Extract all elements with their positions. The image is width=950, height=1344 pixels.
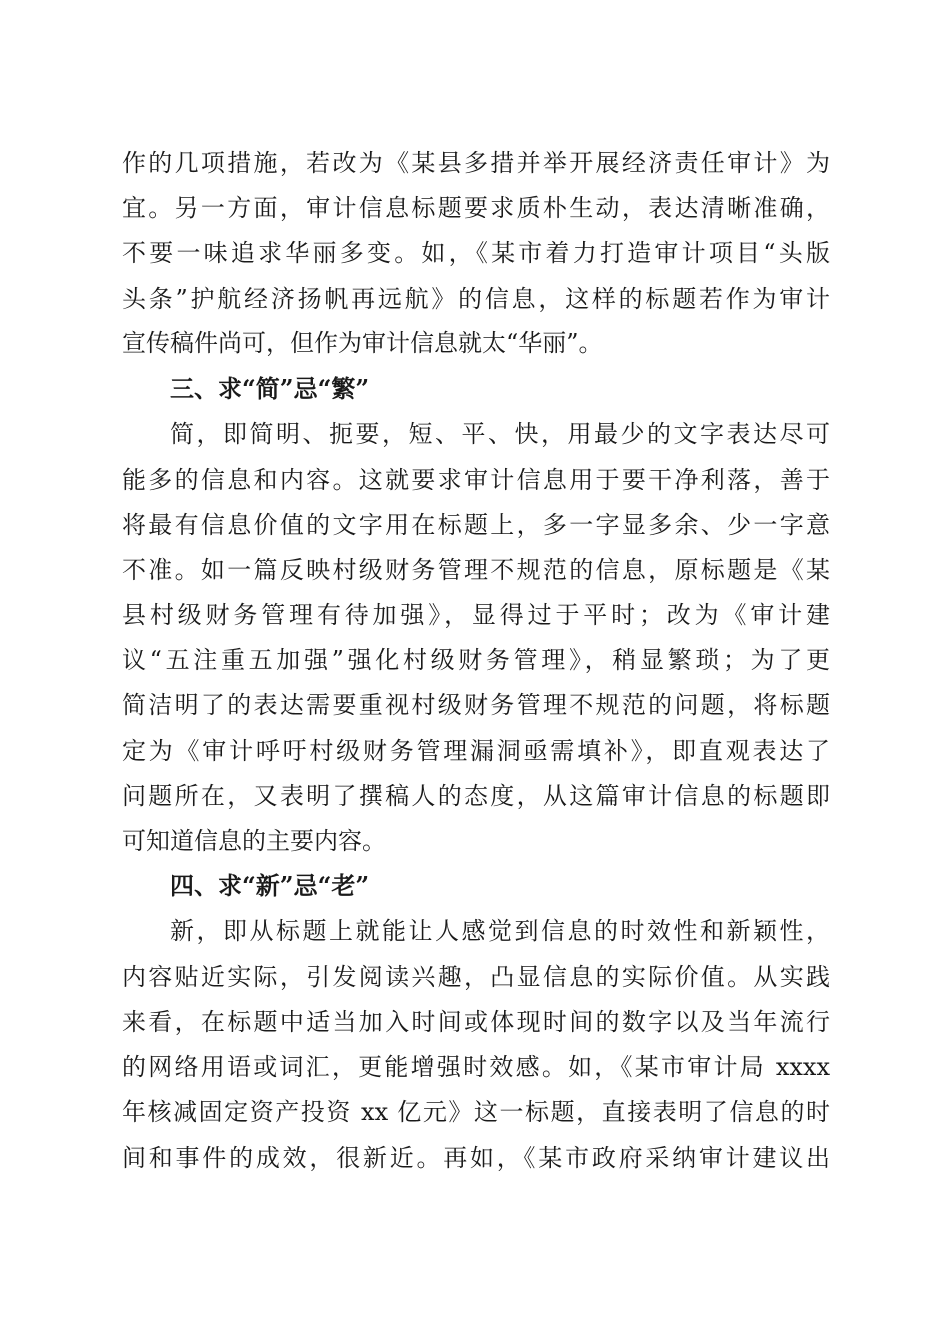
text-line: 不要一味追求华丽多变。如，《某市着力打造审计项目“头版 bbox=[122, 239, 830, 267]
text-line: 议“五注重五加强”强化村级财务管理》，稍显繁琐；为了更 bbox=[122, 646, 830, 674]
text-line: 头条”护航经济扬帆再远航》的信息，这样的标题若作为审计 bbox=[122, 285, 830, 313]
text-line: 问题所在，又表明了撰稿人的态度，从这篇审计信息的标题即 bbox=[122, 782, 830, 810]
text-line: 来看，在标题中适当加入时间或体现时间的数字以及当年流行 bbox=[122, 1008, 830, 1036]
section-heading: 四、求“新”忌“老” bbox=[170, 871, 370, 900]
text-line: 宜。另一方面，审计信息标题要求质朴生动，表达清晰准确， bbox=[122, 194, 830, 222]
text-line: 定为《审计呼吁村级财务管理漏洞亟需填补》，即直观表达了 bbox=[122, 737, 830, 765]
paragraph-first-line: 简，即简明、扼要，短、平、快，用最少的文字表达尽可 bbox=[170, 420, 830, 448]
text-line: 简洁明了的表达需要重视村级财务管理不规范的问题，将标题 bbox=[122, 691, 830, 719]
text-line: 间和事件的成效，很新近。再如，《某市政府采纳审计建议出 bbox=[122, 1144, 830, 1172]
text-line: 将最有信息价值的文字用在标题上，多一字显多余、少一字意 bbox=[122, 511, 830, 539]
text-line: 县村级财务管理有待加强》，显得过于平时；改为《审计建 bbox=[122, 601, 830, 629]
text-line: 能多的信息和内容。这就要求审计信息用于要干净利落，善于 bbox=[122, 466, 830, 494]
text-line: 的网络用语或词汇，更能增强时效感。如，《某市审计局 xxxx bbox=[122, 1053, 830, 1081]
section-heading: 三、求“简”忌“繁” bbox=[170, 374, 370, 403]
text-line: 内容贴近实际，引发阅读兴趣，凸显信息的实际价值。从实践 bbox=[122, 963, 830, 991]
text-line: 不准。如一篇反映村级财务管理不规范的信息，原标题是《某 bbox=[122, 556, 830, 584]
text-line: 宣传稿件尚可，但作为审计信息就太“华丽”。 bbox=[122, 329, 603, 357]
text-line: 年核减固定资产投资 xx 亿元》这一标题，直接表明了信息的时 bbox=[122, 1098, 830, 1126]
paragraph-first-line: 新，即从标题上就能让人感觉到信息的时效性和新颖性， bbox=[170, 917, 830, 945]
text-line: 作的几项措施，若改为《某县多措并举开展经济责任审计》为 bbox=[122, 149, 830, 177]
text-line: 可知道信息的主要内容。 bbox=[122, 827, 386, 855]
